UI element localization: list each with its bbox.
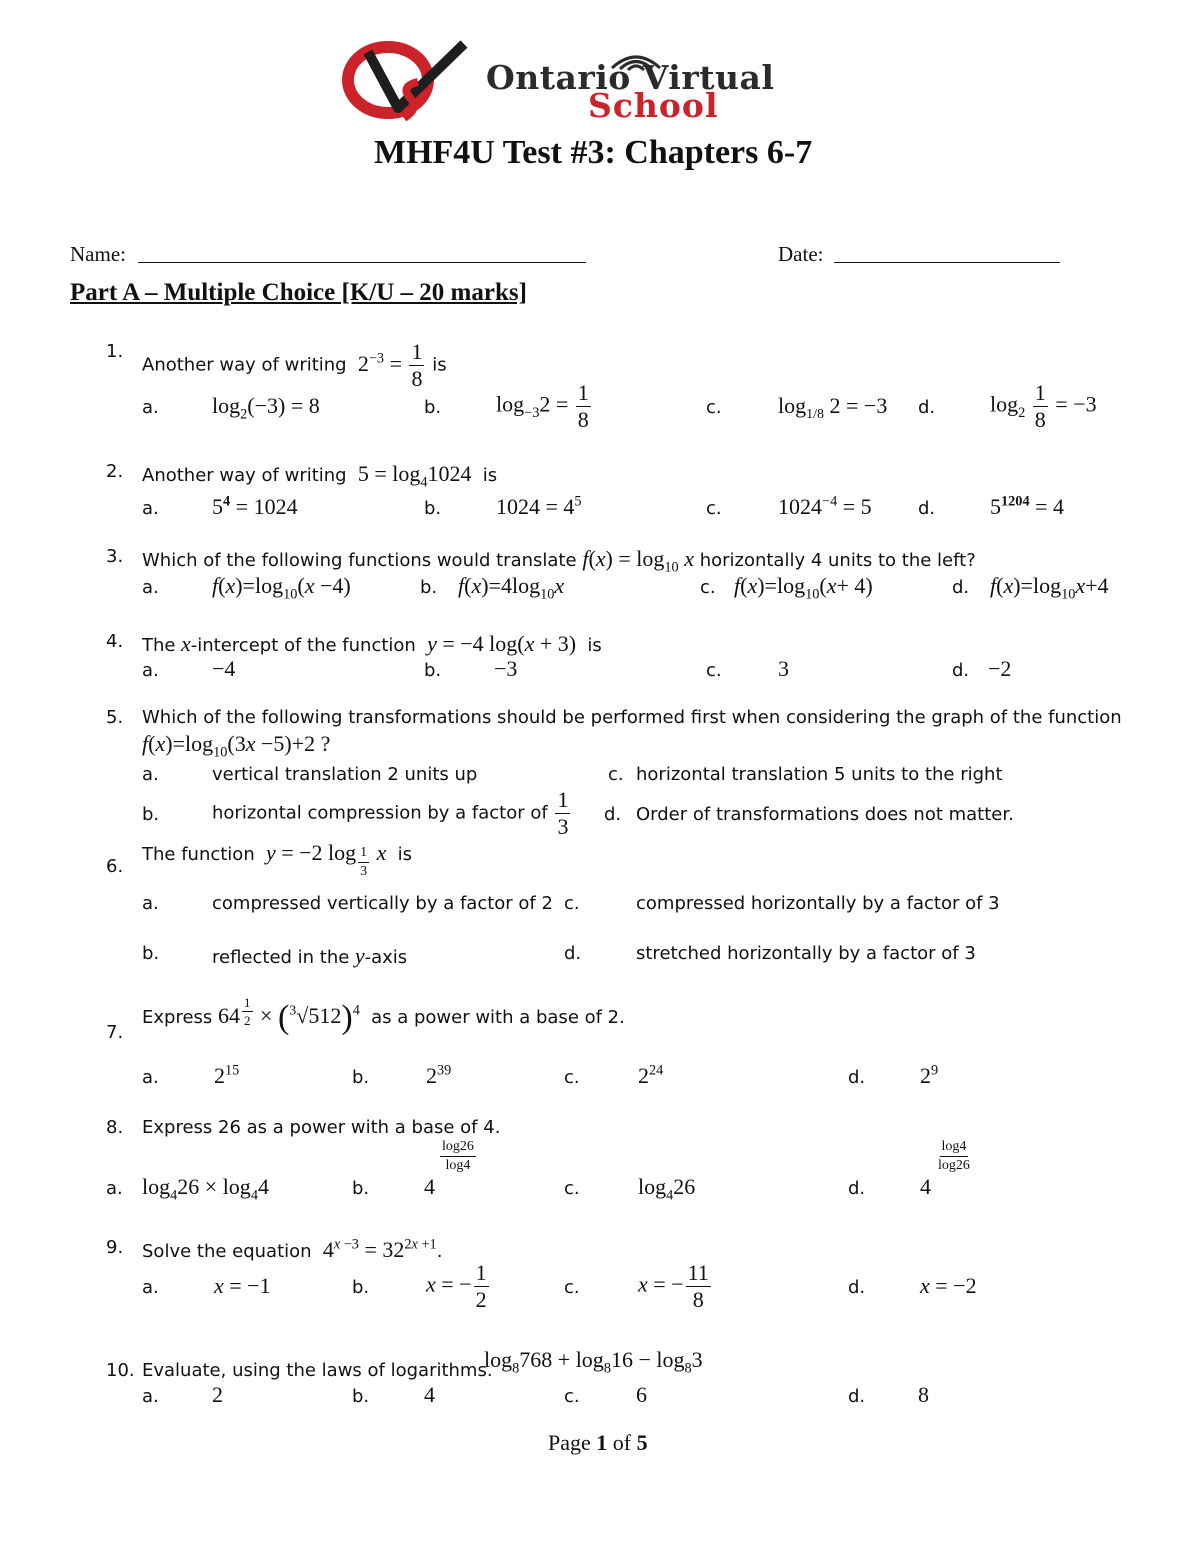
q6-letter-a: a. [142, 893, 159, 914]
q5-letter-d: d. [604, 804, 622, 825]
q3-text [142, 546, 976, 576]
q4-text-b: -intercept of the function [190, 635, 416, 656]
q10-letter-b: b. [352, 1386, 370, 1407]
q4-option-a: −4 [212, 656, 236, 681]
q5-option-b-text: horizontal compression by a factor of [212, 802, 548, 824]
q7-option-b: $2^{39}$ [426, 1062, 452, 1088]
q1-text [142, 341, 447, 390]
logo-text-line2: School [588, 86, 719, 125]
q5-fraction: $\frac{1}{3}$ [557, 787, 569, 839]
q4-letter-b: b. [424, 660, 442, 681]
q1-option-d: $\log_2$ $\frac{1}{8}$ = −3 [990, 380, 1097, 432]
q6-text-label: The function [142, 844, 255, 865]
q3-option-a: $f(x)=\log_{10}(x -4)$ [212, 573, 351, 603]
name-blank [138, 262, 586, 263]
q8-option-b-base: 4 [424, 1174, 435, 1199]
q10-expression: $\log_8768 + \log_816 - \log_83$ [484, 1347, 703, 1377]
q3-letter-d: d. [952, 577, 970, 598]
q7-text [142, 996, 625, 1037]
q2-expression: $5 = \log_41024$ [352, 461, 478, 491]
q4-letter-c: c. [706, 660, 722, 681]
q8-option-a: $\log_426 \times \log_44$ [142, 1174, 269, 1204]
q4-option-d: −2 [988, 656, 1012, 681]
q4-text [142, 631, 602, 657]
q3-expression: $f(x) = \log_{10} x$ [582, 546, 694, 576]
q5-letter-b: b. [142, 804, 160, 825]
q1-option-a: $\log_2(-3) = 8$ [212, 393, 320, 423]
q4-option-c: 3 [778, 656, 789, 681]
q3-letter-b: b. [420, 577, 438, 598]
footer-of-word: of [612, 1430, 632, 1455]
q4-letter-a: a. [142, 660, 159, 681]
q6-option-b-post: -axis [364, 947, 408, 968]
footer-page-word: Page [548, 1430, 591, 1455]
q2-tail: is [482, 465, 498, 486]
q10-text: Evaluate, using the laws of logarithms. [142, 1360, 493, 1381]
q5-expression: $f(x)=\log_{10}(3x -5)+2$ ? [142, 731, 331, 761]
q5-option-b [212, 789, 572, 838]
q7-option-c: $2^{24}$ [638, 1062, 664, 1088]
q6-letter-d: d. [564, 943, 582, 964]
q8-letter-d: d. [848, 1178, 866, 1199]
q4-option-b: −3 [494, 656, 518, 681]
q7-option-d: $2^9$ [920, 1062, 939, 1088]
q8-letter-b: b. [352, 1178, 370, 1199]
q2-letter-c: c. [706, 498, 722, 519]
q6-text [142, 840, 412, 879]
q1-option-b: $\log_{-3}2$ = $\frac{1}{8}$ [496, 380, 589, 432]
q6-option-b [212, 943, 407, 969]
date-label: Date: [778, 242, 824, 266]
name-label: Name: [70, 242, 126, 266]
q10-option-d: 8 [918, 1382, 929, 1407]
footer-page-total: 5 [636, 1430, 648, 1455]
q2-option-b: $1024 = 4^5$ [496, 493, 582, 519]
q9-option-d: x = −2 [920, 1273, 977, 1298]
q7-tail: as a power with a base of 2. [371, 1007, 625, 1029]
q2-number: 2. [106, 461, 124, 482]
q6-y-variable: y [349, 943, 365, 968]
q10-number: 10. [106, 1360, 135, 1381]
q9-text [142, 1237, 442, 1263]
q7-letter-d: d. [848, 1067, 866, 1088]
q3-text-label: Which of the following functions would translate [142, 550, 577, 571]
q6-letter-c: c. [564, 893, 580, 914]
q6-option-b-pre: reflected in the [212, 947, 350, 968]
q5-text: Which of the following transformations should be performed first when considering the graph of the function [142, 707, 1122, 728]
q4-expression: y = −4 log(x + 3) [427, 631, 582, 656]
q1-letter-d: d. [918, 397, 936, 418]
q7-letter-a: a. [142, 1067, 159, 1088]
part-a-heading: Part A – Multiple Choice [K/U – 20 marks] [70, 279, 527, 306]
q5-option-a: vertical translation 2 units up [212, 764, 478, 785]
q4-letter-d: d. [952, 660, 970, 681]
q9-number: 9. [106, 1237, 124, 1258]
q7-letter-c: c. [564, 1067, 580, 1088]
q1-expression: $2^{-3}$ = $\frac{1}{8}$ [352, 339, 423, 391]
q5-letter-a: a. [142, 764, 159, 785]
q8-text: Express 26 as a power with a base of 4. [142, 1117, 501, 1138]
q10-letter-a: a. [142, 1386, 159, 1407]
q8-option-c: $\log_426$ [638, 1174, 696, 1204]
q2-letter-d: d. [918, 498, 936, 519]
q1-option-c: $\log_{1/8} 2 = -3$ [778, 393, 888, 423]
q2-letter-a: a. [142, 498, 159, 519]
q10-option-c: 6 [636, 1382, 647, 1407]
q9-option-c: x = − $\frac{11}{8}$ [638, 1260, 709, 1312]
q4-x-variable: x [175, 631, 191, 656]
q7-expression: 64 $^{\frac{1}{2}}$ × $(^3√512)^4$ [218, 995, 360, 1037]
q5-option-c: horizontal translation 5 units to the right [636, 764, 1003, 785]
q9-tail: . [436, 1241, 443, 1262]
q8-letter-a: a. [106, 1178, 123, 1199]
q9-text-label: Solve the equation [142, 1241, 312, 1262]
q6-option-d: stretched horizontally by a factor of 3 [636, 943, 976, 964]
q9-option-a: x = −1 [214, 1273, 271, 1298]
q9-letter-a: a. [142, 1277, 159, 1298]
q7-letter-b: b. [352, 1067, 370, 1088]
q9-option-b: x = − $\frac{1}{2}$ [426, 1260, 487, 1312]
page-title: MHF4U Test #3: Chapters 6-7 [374, 134, 813, 171]
q8-option-d-exponent: $\frac{\log 4}{\log 26}$ [938, 1139, 970, 1173]
page-footer [548, 1430, 648, 1456]
q1-text-label: Another way of writing [142, 354, 347, 376]
q2-letter-b: b. [424, 498, 442, 519]
q5-letter-c: c. [608, 764, 624, 785]
q3-number: 3. [106, 546, 124, 567]
q10-option-b: 4 [424, 1382, 435, 1407]
q2-text [142, 461, 498, 491]
q10-letter-d: d. [848, 1386, 866, 1407]
q7-text-label: Express [142, 1007, 213, 1029]
q5-number: 5. [106, 707, 124, 728]
q2-text-label: Another way of writing [142, 465, 347, 486]
q3-tail: horizontally 4 units to the left? [699, 550, 976, 571]
q10-option-a: 2 [212, 1382, 223, 1407]
q6-expression: y = −2 log $_{\frac{1}{3}}$ x [265, 840, 387, 879]
q6-tail: is [397, 844, 413, 865]
q6-letter-b: b. [142, 943, 160, 964]
q5-option-d: Order of transformations does not matter. [636, 804, 1014, 825]
logo-mark [340, 38, 480, 122]
q2-option-a: $5^4 = 1024$ [212, 493, 298, 519]
q3-option-d: $f(x)=\log_{10}x+4$ [990, 573, 1109, 603]
q6-option-a: compressed vertically by a factor of 2 [212, 893, 553, 914]
q8-option-d-base: 4 [920, 1174, 931, 1199]
q4-text-a: The [142, 635, 176, 656]
q3-option-b: $f(x)=4\log_{10}x$ [458, 573, 565, 603]
date-blank [834, 262, 1060, 263]
q9-letter-c: c. [564, 1277, 580, 1298]
q1-letter-b: b. [424, 397, 442, 418]
q2-option-d: $5^{1204} = 4$ [990, 493, 1065, 519]
q3-letter-c: c. [700, 577, 716, 598]
q7-option-a: $2^{15}$ [214, 1062, 240, 1088]
q3-option-c: $f(x)=\log_{10}(x+ 4)$ [734, 573, 873, 603]
q2-option-c: $1024^{-4} = 5$ [778, 493, 872, 519]
footer-page-number: 1 [596, 1430, 608, 1455]
q4-tail: is [587, 635, 602, 656]
q9-expression: $4^{x -3} = 32^{2x +1}$ [317, 1236, 437, 1262]
q9-letter-b: b. [352, 1277, 370, 1298]
q1-letter-a: a. [142, 397, 159, 418]
q6-option-c: compressed horizontally by a factor of 3 [636, 893, 1000, 914]
q4-number: 4. [106, 631, 124, 652]
q8-option-b-exponent: $\frac{\log 26}{\log 4}$ [442, 1139, 474, 1173]
q8-number: 8. [106, 1117, 124, 1138]
q8-letter-c: c. [564, 1178, 580, 1199]
q1-tail: is [432, 354, 447, 376]
logo-text-line1: Ontario Virtual [486, 58, 775, 97]
q1-number: 1. [106, 341, 124, 362]
q10-letter-c: c. [564, 1386, 580, 1407]
q3-letter-a: a. [142, 577, 159, 598]
q1-letter-c: c. [706, 397, 722, 418]
q6-number: 6. [106, 856, 124, 877]
q9-letter-d: d. [848, 1277, 866, 1298]
q7-number: 7. [106, 1022, 124, 1043]
